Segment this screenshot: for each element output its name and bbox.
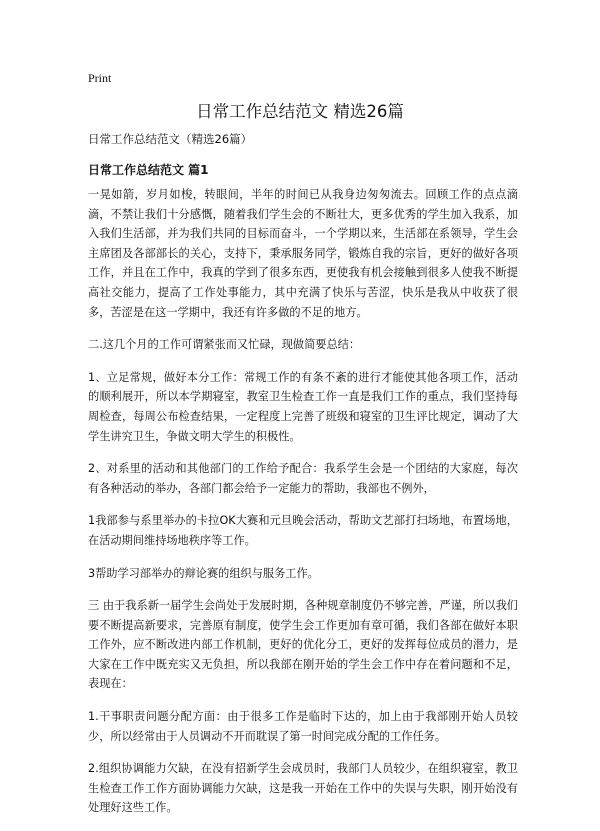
section-heading: 日常工作总结范文 篇1 — [88, 163, 209, 177]
paragraph: 一晃如箭，岁月如梭，转眼间，半年的时间已从我身边匆匆流去。回顾工作的点点滴滴，不禁让我们十分感慨，随着我们学生会的不断壮大，更多优秀的学生加入我系，加入我们生活部，并为我们共同的目标而奋斗，一个学期以来，生活部在系领导，学生会主席团及各部部长的关心，支持下，秉承服务同学，锻炼自我的宗旨，更好的做好各项工作，并且在工作中，我真的学到了很多东西，更使我有机会接触到很多人使我不断提高社交能力，提高了工作处事能力，其中充满了快乐与苦涩，快乐是我从中收获了很多，苦涩是在这一学期中，我还有许多做的不足的地方。 — [88, 188, 518, 319]
document-subtitle: 日常工作总结范文（精选26篇） — [88, 132, 253, 146]
paragraph: 2、对系里的活动和其他部门的工作给予配合：我系学生会是一个团结的大家庭，每次有各种活动的举办，各部门都会给予一定能力的帮助，我部也不例外， — [88, 462, 518, 495]
paragraph: 3帮助学习部举办的辩论赛的组织与服务工作。 — [88, 566, 319, 580]
paragraph: 2.组织协调能力欠缺，在没有招新学生会成员时，我部门人员较少，在组织寝室，教卫生检查工作工作方面协调能力欠缺，这是我一开始在工作中的失误与失职，刚开始没有处理好这些工作。 — [88, 762, 518, 815]
paragraph: 1、立足常规，做好本分工作：常规工作的有条不紊的进行才能使其他各项工作，活动的顺利展开，所以本学期寝室，教室卫生检查工作一直是我们工作的重点，我们坚持每周检查，每周公布检查结果，一定程度上完善了班级和寝室的卫生评比规定，调动了大学生讲究卫生，争做文明大学生的积极性。 — [88, 370, 518, 443]
document-body — [88, 185, 518, 831]
paragraph: 三 由于我系新一届学生会尚处于发展时期，各种规章制度仍不够完善，严谨，所以我们要不断提高新要求，完善原有制度，使学生会工作更加有章可循，我们各部在做好本职工作外，应不断改进内部工作机制，更好的优化分工，更好的发挥每位成员的潜力，是大家在工作中既充实又无负担，所以我部在刚开始的学生会工作中存在着问题和不足，表现在： — [88, 599, 518, 691]
paragraph: 1我部参与系里举办的卡拉OK大赛和元旦晚会活动，帮助文艺部打扫场地，布置场地，在活动期间维持场地秩序等工作。 — [88, 514, 518, 547]
paragraph: 二.这几个月的工作可谓紧张而又忙碌，现做简要总结： — [88, 338, 361, 352]
print-label: Print — [88, 71, 112, 85]
document-title: 日常工作总结范文 精选26篇 — [196, 102, 404, 121]
paragraph: 1.干事职责问题分配方面：由于很多工作是临时下达的，加上由于我部刚开始人员较少，所以经常由于人员调动不开而耽误了第一时间完成分配的工作任务。 — [88, 710, 518, 743]
